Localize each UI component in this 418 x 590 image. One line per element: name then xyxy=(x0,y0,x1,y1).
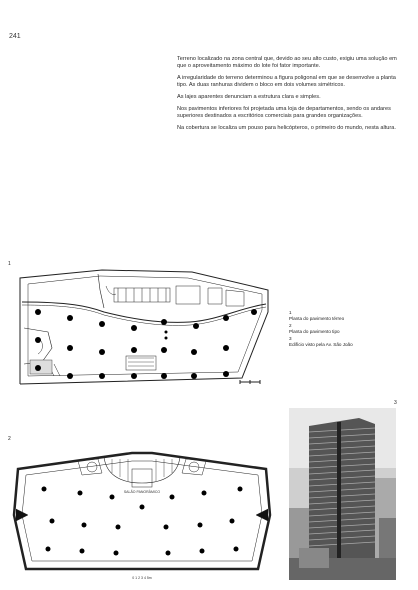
ground-floor-plan xyxy=(8,268,276,398)
caption-item xyxy=(289,336,399,348)
intro-paragraph: Nos pavimentos inferiores foi projetada uma loja de departamentos, sendo os andares superiores destinados a escritórios comerciais para grandes organizações. xyxy=(177,106,391,119)
caption-text: Planta do pavimento térreo xyxy=(289,316,345,321)
hall-label: SALÃO PANORÂMICO xyxy=(123,490,161,494)
caption-number: 2 xyxy=(289,323,292,328)
intro-paragraph: A irregularidade do terreno determinou a figura poligonal em que se desenvolve a planta tipo. As duas ranhuras dividem o bloco em dois volumes simétricos. xyxy=(177,75,396,88)
caption-text: Planta do pavimento tipo xyxy=(289,329,340,334)
typical-floor-plan xyxy=(8,443,276,583)
caption-text: Edifício visto pela Av. São João xyxy=(289,342,353,347)
building-photo-graphic xyxy=(289,408,396,580)
figure-2-number: 2 xyxy=(8,436,11,442)
intro-paragraph: Terreno localizado na zona central que, devido ao seu alto custo, exigiu uma solução em que o aproveitamento máximo do lote foi fator importante. xyxy=(177,56,397,69)
building-photo xyxy=(289,408,396,580)
caption-number: 3 xyxy=(289,336,292,341)
caption-item xyxy=(289,310,399,322)
figure-1-number: 1 xyxy=(8,261,11,267)
page-number: 241 xyxy=(9,33,21,40)
figure-3-number: 3 xyxy=(394,400,397,406)
figure-captions xyxy=(289,310,399,349)
caption-item xyxy=(289,323,399,335)
intro-paragraph: Na cobertura se localiza um pouso para helicópteros, o primeiro do mundo, nesta altura. xyxy=(177,125,396,131)
intro-paragraph: As lajes aparentes denunciam a estrutura clara e simples. xyxy=(177,94,321,100)
caption-number: 1 xyxy=(289,310,292,315)
scale-label: 0 1 2 3 4 5m xyxy=(132,576,152,580)
intro-text xyxy=(177,56,402,137)
